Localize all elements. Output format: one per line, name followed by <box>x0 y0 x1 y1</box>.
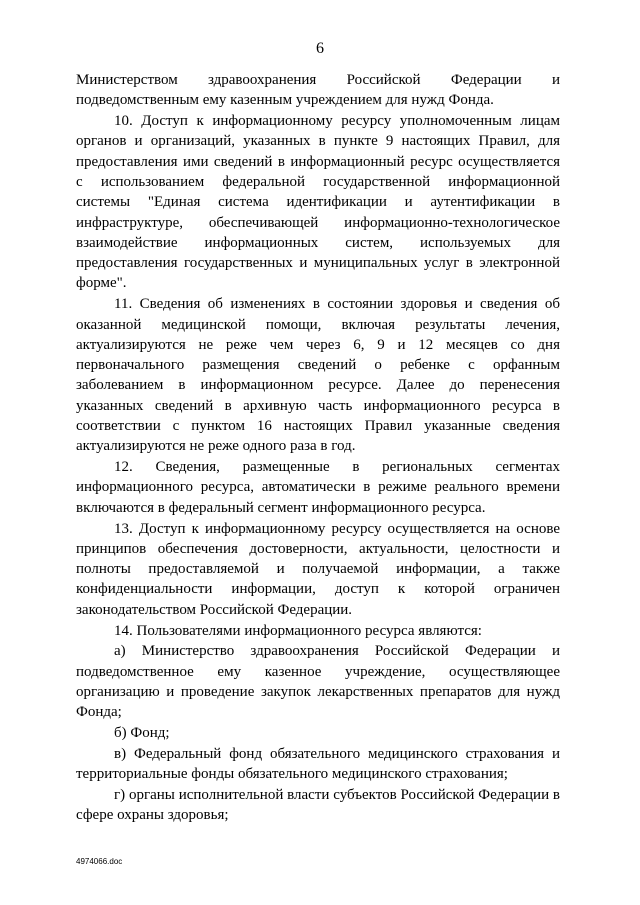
page-number: 6 <box>316 40 324 57</box>
subitem-a: а) Министерство здравоохранения Российской Федерации и подведомственное ему казенное учреждение, осуществляющее организацию и проведение закупок лекарственных препаратов для нужд Фонда; <box>76 643 560 721</box>
subitem-b: б) Фонд; <box>114 725 170 741</box>
subitem-g: г) органы исполнительной власти субъектов Российской Федерации в сфере охраны здоровья; <box>76 786 560 824</box>
subitem-v: в) Федеральный фонд обязательного медицинского страхования и территориальные фонды обязательного медицинского страхования; <box>76 745 560 783</box>
footer-file-name: 4974066.doc <box>76 857 123 866</box>
document-body <box>76 70 560 826</box>
paragraph-continuation: Министерством здравоохранения Российской Федерации и подведомственным ему казенным учреждением для нужд Фонда. <box>76 72 560 109</box>
paragraph-item-12: 12. Сведения, размещенные в региональных сегментах информационного ресурса, автоматически в режиме реального времени включаются в федеральный сегмент информационного ресурса. <box>76 459 560 516</box>
paragraph-item-13: 13. Доступ к информационному ресурсу осуществляется на основе принципов обеспечения достоверности, актуальности, целостности и полноты предоставляемой и получаемой информации, а также конфиденциальности информации, доступ к которой ограничен законодательством Российской Федерации. <box>76 520 560 618</box>
paragraph-item-10: 10. Доступ к информационному ресурсу уполномоченным лицам органов и организаций, указанных в пункте 9 настоящих Правил, для предоставления ими сведений в информационный ресурс осуществляется с использованием федеральной государственной информационной системы "Единая система идентификации и аутентификации в инфраструктуре, обеспечивающей информационно-технологическое взаимодействие информационных систем, используемых для предоставления государственных и муниципальных услуг в электронной форме". <box>76 113 560 292</box>
paragraph-item-14: 14. Пользователями информационного ресурса являются: <box>114 622 482 639</box>
paragraph-item-11: 11. Сведения об изменениях в состоянии здоровья и сведения об оказанной медицинской помощи, включая результаты лечения, актуализируются не реже чем через 6, 9 и 12 месяцев со дня первоначального размещения сведений о ребенке с орфанным заболеванием в информационном ресурсе. Далее до перенесения указанных сведений в архивную часть информационного ресурса в соответствии с пунктом 16 настоящих Правил указанные сведения актуализируются не реже одного раза в год. <box>76 296 560 455</box>
